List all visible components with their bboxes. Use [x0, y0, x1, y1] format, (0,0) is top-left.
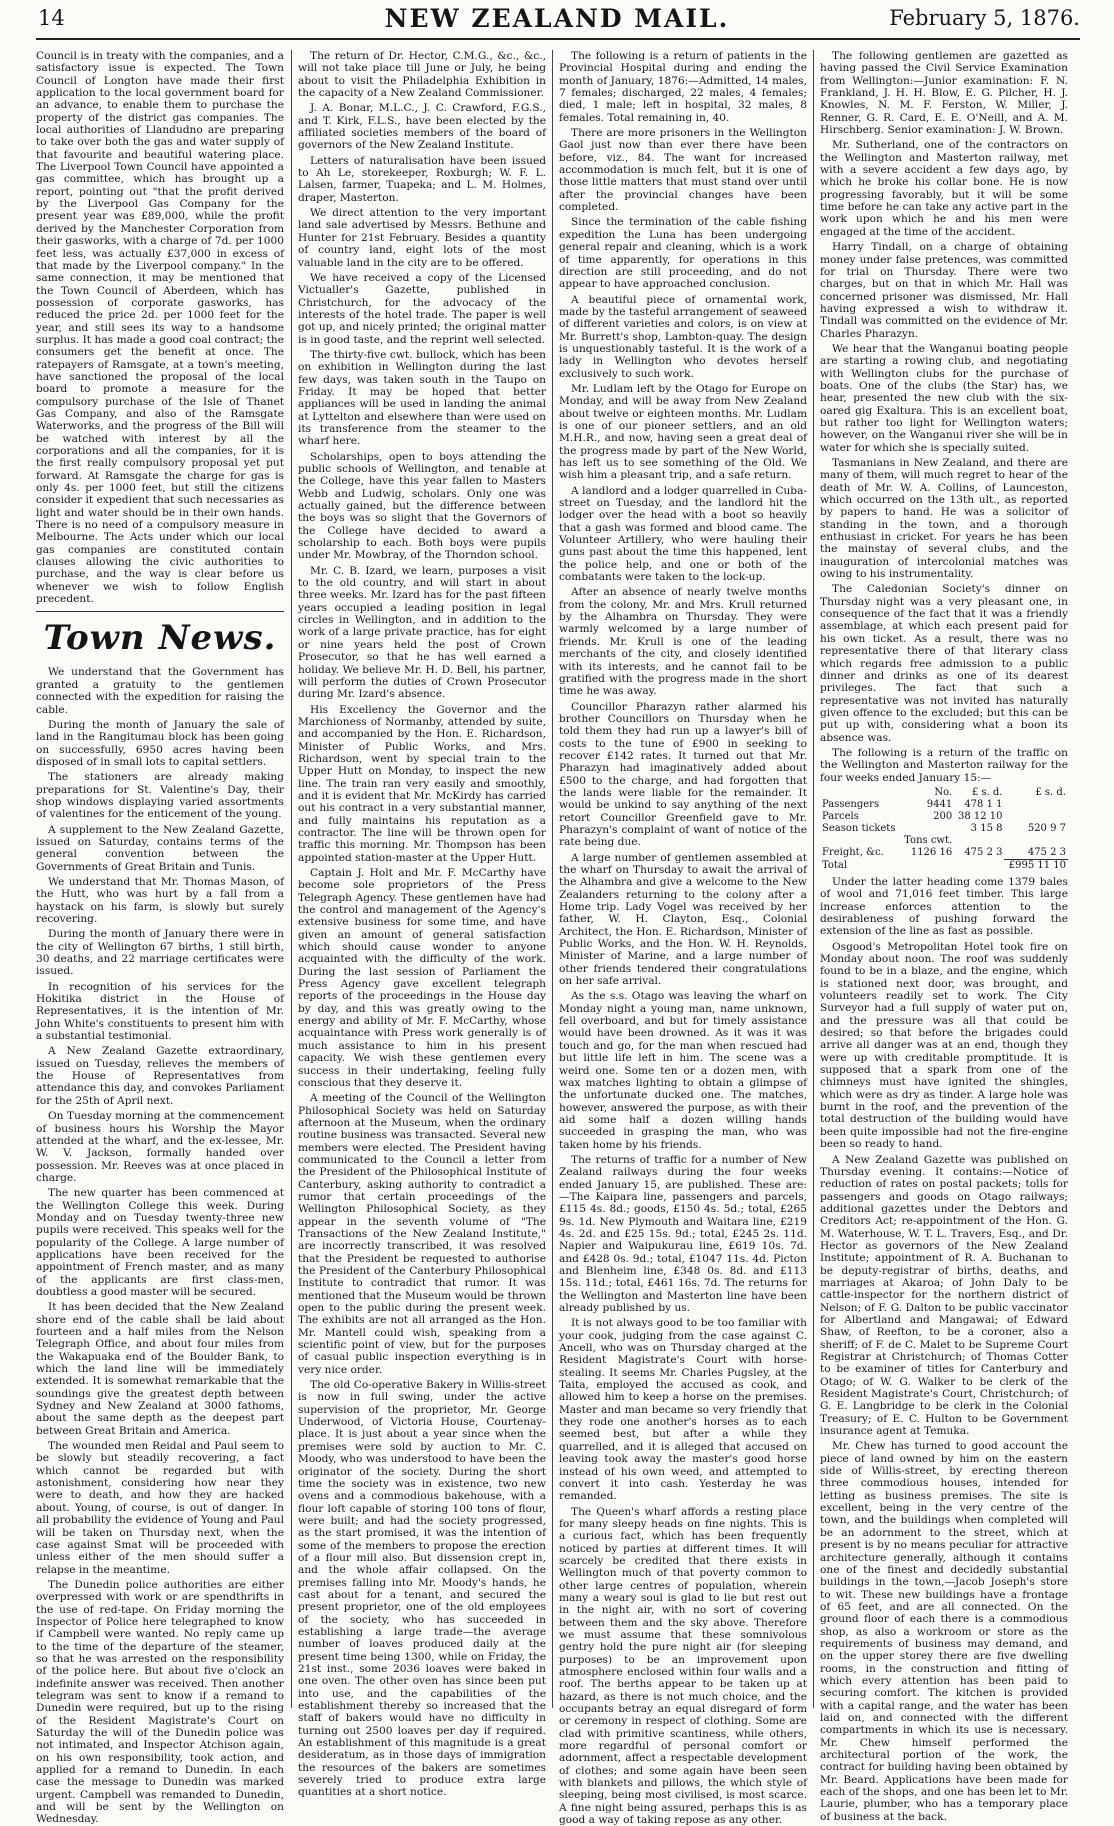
table-cell: Parcels	[822, 810, 859, 822]
table-cell	[1004, 799, 1068, 811]
table-cell	[954, 835, 1004, 847]
table-cell: Season tickets	[822, 822, 896, 834]
table-row	[820, 823, 1068, 835]
article-paragraph: The returns of traffic for a number of New Zealand railways during the four weeks ended January 15, are published. These are:—The Kaipara line, passengers and parcels, £115 4s. 8d.; goods, £150 4s. 5d.; total, £265 9s. 1d. New Plymouth and Waitara line, £219 4s. 2d. and £25 15s. 9d.; total, £245 2s. 11d. Napier and Waipukurau line, £619 10s. 7d. and £428 0s. 9d.; total, £1047 11s. 4d. Picton and Blenheim line, £348 0s. 8d. and £113 15s. 11d.; total, £461 16s. 7d. The returns for the Wellington and Masterton line have been already published by us.	[559, 1153, 807, 1315]
article-paragraph: Mr. Chew has turned to good account the piece of land owned by him on the eastern side of Willis-street, by erecting thereon three commodious houses, intended for letting as business premises. The site is excellent, being in the very centre of the town, and the buildings when completed will be an adornment to the street, which at present is by no means peculiar for attractive architecture generally, although it contains one of the finest and decidedly substantial buildings in the town,—Jacob Joseph's store to wit. These new buildings have a frontage of 65 feet, and are all connected. On the ground floor of each there is a commodious shop, as also a workroom or store as the requirements of business may demand, and on the upper storey there are five dwelling rooms, in the construction and fitting of which every attention has been paid to securing comfort. The kitchen is provided with a capital range, and the water has been laid on, and connected with the different compartments in which its use is necessary. Mr. Chew himself performed the architectural portion of the work, the contract for building having been obtained by Mr. Beard. Applications have been made for each of the shops, and one has been let to Mr. Laurie, plumber, who has a temporary place of business at the back.	[820, 1440, 1068, 1823]
article-paragraph: We have received a copy of the Licensed Victualler's Gazette, published in Christchurch, for the advocacy of the interests of the hotel trade. The paper is well got up, and nicely printed; the original matter is in good taste, and the reprint well selected.	[298, 271, 546, 346]
column-4	[820, 50, 1068, 1823]
article-paragraph: On Tuesday morning at the commencement of business hours his Worship the Mayor attended at the wharf, and the ex-lessee, Mr. W. V. Jackson, formally handed over possession. Mr. Reeves was at once placed in charge.	[36, 1110, 284, 1184]
article-paragraph: A beautiful piece of ornamental work, made by the tasteful arrangement of seaweed of different varieties and colors, is on view at Mr. Burrett's shop, Lambton-quay. The design is unquestionably tasteful. It is the work of a lady in Wellington who devotes herself exclusively to such work.	[559, 293, 807, 380]
article-paragraph: During the month of January the sale of land in the Rangitumau block has been going on successfully, 6950 acres having been disposed of in small lots to capital settlers.	[36, 718, 284, 768]
article-paragraph: His Excellency the Governor and the Marchioness of Normanby, attended by suite, and accompanied by the Hon. E. Richardson, Minister of Public Works, and Mrs. Richardson, went by special train to the Upper Hutt on Monday, to inspect the new line. The train ran very easily and smoothly, and it is evident that Mr. McKirdy has carried out his contract in a very substantial manner, and fully maintains his reputation as a contractor. The line will be thrown open for traffic this morning. Mr. Thompson has been appointed station-master at the Upper Hutt.	[298, 703, 546, 864]
article-paragraph: Mr. C. B. Izard, we learn, purposes a visit to the old country, and will start in about three weeks. Mr. Izard has for the past fifteen years occupied a leading position in legal circles in Wellington, and in addition to the work of a large private practice, has for eight or nine years held the post of Crown Prosecutor, so that he has well earned a holiday. We believe Mr. H. D. Bell, his partner, will perform the duties of Crown Prosecutor during Mr. Izard's absence.	[298, 564, 546, 701]
article-paragraph: The new quarter has been commenced at the Wellington College this week. During Monday and on Tuesday twenty-three new pupils were received. This speaks well for the popularity of the College. A large number of applications have been received for the appointment of French master, and as many of the applicants are first class-men, doubtless a good master will be secured.	[36, 1187, 284, 1298]
article-paragraph: We understand that the Government has granted a gratuity to the gentlemen connected with the expedition for raising the cable.	[36, 666, 284, 716]
article-paragraph: The return of Dr. Hector, C.M.G., &c., &c., will not take place till June or July, he being about to visit the Philadelphia Exhibition in the capacity of a New Zealand Commissioner.	[298, 50, 546, 100]
masthead	[0, 0, 1114, 40]
column-1	[36, 50, 284, 1826]
article-paragraph: Since the termination of the cable fishing expedition the Luna has been undergoing general repair and cleaning, which is a work of time apparently, for operations in this direction are still proceeding, and do not appear to have approached conclusion.	[559, 216, 807, 291]
article-paragraph: Harry Tindall, on a charge of obtaining money under false pretences, was committed for trial on Thursday. There were two charges, but on that in which Mr. Hall was concerned prisoner was dismissed, Mr. Hall having expressed a wish to withdraw it. Tindall was committed on the evidence of Mr. Charles Pharazyn.	[820, 241, 1068, 340]
table-cell: 478 1 1	[964, 798, 1003, 810]
article-paragraph: A New Zealand Gazette was published on Thursday evening. It contains:—Notice of reduction of rates on postal packets; tolls for passengers and goods on Otago railways; additional gazettes under the Debtors and Creditors Act; re-appointment of the Hon. G. M. Waterhouse, W. T. L. Travers, Esq., and Dr. Hector as governors of the New Zealand Institute; appointment of R. A. Buchanan to be deputy-registrar of births, deaths, and marriages at Akaroa; of John Daly to be cattle-inspector for the northern district of Nelson; of F. G. Dalton to be public vaccinator for Albertland and Mangawai; of Edward Shaw, of Reefton, to be a coroner, also a sheriff; of F. de C. Malet to be Supreme Court Registrar at Christchurch; of Thomas Cotter to be examiner of titles for Canterbury and Otago; of W. G. Walker to be clerk of the Resident Magistrate's Court, Christchurch; of G. E. Langbridge to be clerk in the Colonial Treasury; of E. C. Hulton to be Government insurance agent at Temuka.	[820, 1153, 1068, 1438]
article-paragraph: We understand that Mr. Thomas Mason, of the Hutt, who was hurt by a fall from a haystack on his farm, is slowly but surely recovering.	[36, 875, 284, 925]
table-cell: 475 2 3	[964, 847, 1003, 859]
table-row	[820, 847, 1068, 860]
article-paragraph: Letters of naturalisation have been issued to Ah Le, storekeeper, Roxburgh; W. F. L. Lalsen, farmer, Tuapeka; and L. M. Holmes, draper, Masterton.	[298, 154, 546, 204]
article-paragraph: The old Co-operative Bakery in Willis-street is now in full swing, under the active supervision of the proprietor, Mr. George Underwood, of Victoria House, Courtenay-place. It is just about a year since when the premises were sold by auction to Mr. C. Moody, who was understood to have been the originator of the society. During the short time the society was in existence, two new ovens and a commodious bakehouse, with a flour loft capable of storing 100 tons of flour, were built; and had the society progressed, as the start promised, it was the intention of some of the members to propose the erection of a flour mill also. But dissension crept in, and the whole affair collapsed. On the premises falling into Mr. Moody's hands, he cast about for a tenant, and secured the present proprietor, one of the old employees of the society, who has succeeded in establishing a large trade—the average number of loaves produced daily at the present time being 1300, while on Friday, the 21st inst., some 2036 loaves were baked in one oven. The other oven has since been put into use, and the capabilities of the establishment thereby so increased that the staff of bakers would have no difficulty in turning out 2500 loaves per day if required. An establishment of this magnitude is a great desideratum, as in those days of immigration the resources of the bakers are sometimes severely tried to produce extra large quantities at a short notice.	[298, 1379, 546, 1799]
table-total-value: £995 11 10	[1004, 859, 1068, 872]
article-paragraph: Scholarships, open to boys attending the public schools of Wellington, and tenable at the College, have this year fallen to Masters Webb and Ludwig, scholars. Only one was actually gained, but the difference between the boys was so slight that the Governors of the College have decided to award a scholarship to each. Both boys were pupils under Mr. Mowbray, of the Thorndon school.	[298, 450, 546, 562]
table-header-cell: £ s. d.	[971, 786, 1003, 798]
article-paragraph: Councillor Pharazyn rather alarmed his brother Councillors on Thursday when he told them they had run up a lawyer's bill of costs to the tune of £900 in seeking to recover £142 rates. It turned out that Mr. Pharazyn had imaginatively added about £500 to the charge, and had forgotten that the lands were liable for the remainder. It would be unkind to say anything of the next retort Councillor Greenfield gave to Mr. Pharazyn's complaint of want of notice of the rate being due.	[559, 700, 807, 849]
article-paragraph: J. A. Bonar, M.L.C., J. C. Crawford, F.G.S., and T. Kirk, F.L.S., have been elected by the affiliated societies members of the board of governors of the New Zealand Institute.	[298, 102, 546, 152]
table-cell: 38 12 10	[957, 810, 1003, 822]
table-row	[820, 799, 1068, 811]
table-cell: Tons cwt.	[904, 834, 953, 846]
article-paragraph: The following is a return of patients in the Provincial Hospital during and ending the month of January, 1876:—Admitted, 14 males, 7 females; discharged, 22 males, 4 females; died, 1 male; left in hospital, 32 males, 8 females. Total remaining in, 40.	[559, 50, 807, 124]
table-header-cell: £ s. d.	[1035, 786, 1066, 798]
column-2	[298, 50, 546, 1799]
masthead-rule	[36, 38, 1080, 40]
table-cell: 475 2 3	[1027, 846, 1066, 858]
article-paragraph: Mr. Ludlam left by the Otago for Europe on Monday, and will be away from New Zealand about twelve or eighteen months. Mr. Ludlam is one of our pioneer settlers, and an old M.H.R., and now, having seen a great deal of the progress made by part of the New World, has left us to see something of the Old. We wish him a pleasant trip, and a safe return.	[559, 382, 807, 482]
article-paragraph: The following is a return of the traffic on the Wellington and Masterton railway for the four weeks ended January 15:—	[820, 746, 1068, 784]
table-cell: 200	[933, 810, 953, 822]
article-paragraph: Captain J. Holt and Mr. F. McCarthy have become sole proprietors of the Press Telegraph Agency. These gentlemen have had the control and management of the Agency's extensive business for some time, and have given an amount of general satisfaction which should cause wonder to anyone acquainted with the difficulty of the work. During the last session of Parliament the Press Agency gave excellent telegraph reports of the proceedings in the House day by day, and this was greatly owing to the energy and ability of Mr. F. McCarthy, whose acquaintance with Press work generally is of much assistance to him in his present capacity. We wish these gentlemen every success in their undertaking, feeling fully conscious that they deserve it.	[298, 867, 546, 1089]
article-paragraph: The wounded men Reidal and Paul seem to be slowly but steadily recovering, a fact which cannot be regarded but with astonishment, considering how near they were to death, and how they are hacked about. Young, of course, is out of danger. In all probability the evidence of Young and Paul will be taken on Thursday next, when the case against Smat will be proceeded with unless either of the men should suffer a relapse in the meantime.	[36, 1440, 284, 1576]
article-paragraph: Under the latter heading come 1379 bales of wool and 71,016 feet timber. This large increase enforces attention to the desirableness of pushing forward the extension of the line as fast as possible.	[820, 875, 1068, 938]
article-paragraph: We direct attention to the very important land sale advertised by Messrs. Bethune and Hunter for 21st February. Besides a quantity of country land, eight lots of the most valuable land in the city are to be offered.	[298, 207, 546, 269]
table-row	[820, 835, 1068, 847]
column-divider	[552, 50, 553, 1708]
article-paragraph: Osgood's Metropolitan Hotel took fire on Monday about noon. The roof was suddenly found to be in a blaze, and the engine, which is stationed next door, was brought, and volunteers readily set to work. The City Surveyor had a full supply of water put on, and the pressure was all that could be desired; so that before the brigades could arrive all danger was at an end, though they were up with creditable promptitude. It is supposed that a spark from one of the chimneys must have ignited the shingles, which were as dry as tinder. A large hole was burnt in the roof, and the prevention of the total destruction of the building would have been quite impossible had not the fire-engine been so ready to hand.	[820, 940, 1068, 1151]
article-paragraph: A supplement to the New Zealand Gazette, issued on Saturday, contains terms of the general convention between the Governments of Great Britain and Tunis.	[36, 823, 284, 873]
table-cell	[1004, 835, 1068, 847]
article-paragraph: After an absence of nearly twelve months from the colony, Mr. and Mrs. Krull returned by the Alhambra on Thursday. They were warmly welcomed by a large number of friends. Mr. Krull is one of the leading merchants of the city, and closely identified with its interests, and he cannot fail to be gratified with the progress made in the short time he was away.	[559, 586, 807, 698]
article-paragraph: We hear that the Wanganui boating people are starting a rowing club, and negotiating with Wellington clubs for the purchase of boats. One of the clubs (the Star) has, we hear, presented the new club with the six-oared gig Exaltura. This is an excellent boat, but rather too light for Wellington waters; however, on the Wanganui river she will be in water for which she is specially suited.	[820, 342, 1068, 454]
table-header-cell: No.	[934, 786, 953, 798]
table-total-row	[820, 859, 1068, 872]
article-paragraph: The stationers are already making preparations for St. Valentine's Day, their shop windows displaying varied assortments of valentines for the enticement of the young.	[36, 771, 284, 821]
table-header-row	[820, 787, 1068, 799]
table-header-cell	[820, 787, 900, 799]
article-paragraph: The Dunedin police authorities are either overpressed with work or are spendthrifts in the use of red-tape. On Friday morning the Inspector of Police here telegraphed to know if Campbell were wanted. No reply came up to the time of the departure of the steamer, so that he was arrested on the responsibility of the police here. But about five o'clock an indefinite answer was received. Then another telegram was sent to know if a remand to Dunedin were required, but up to the rising of the Resident Magistrate's Court on Saturday the will of the Dunedin police was not intimated, and Inspector Atchison again, on his own responsibility, took action, and applied for a remand to Dunedin. In each case the message to Dunedin was marked urgent. Campbell was remanded to Dunedin, and will be sent by the Wellington on Wednesday.	[36, 1578, 284, 1826]
article-paragraph: The following gentlemen are gazetted as having passed the Civil Service Examination from Wellington:—Junior examination: F. N. Frankland, J. H. H. Blow, E. G. Pilcher, H. J. Knowles, N. M. F. Ferston, W. Miller, J. Renner, G. R. Card, E. E. O'Neill, and A. M. Hirschberg. Senior examination: J. W. Brown.	[820, 50, 1068, 137]
table-cell: Freight, &c.	[822, 847, 884, 859]
table-cell	[1004, 811, 1068, 823]
article-paragraph: The Caledonian Society's dinner on Thursday night was a very pleasant one, in consequence of the fact that it was a friendly assemblage, at which each present paid for his own ticket. As a result, there was no representative there of that literary class which regards free admission to a public dinner and drinks as one of its dearest privileges. The fact that such a representative was not invited has naturally given offence to the excluded; but this can be put up with, considering what a boon its absence was.	[820, 583, 1068, 744]
column-3	[559, 50, 807, 1826]
table-cell	[900, 823, 954, 835]
table-cell	[820, 835, 900, 847]
section-rule	[36, 611, 284, 612]
article-paragraph: Tasmanians in New Zealand, and there are many of them, will much regret to hear of the death of Mr. W. A. Collins, of Launceston, which occurred on the 13th ult., as reported by papers to hand. He was a solicitor of standing in the town, and a thorough enthusiast in cricket. For years he has been the mainstay of several clubs, and the inauguration of intercolonial matches was owing to his instrumentality.	[820, 457, 1068, 581]
column-divider	[291, 50, 292, 1708]
article-paragraph: It is not always good to be too familiar with your cook, judging from the case against C. Ancell, who was on Thursday charged at the Resident Magistrate's Court with horse-stealing. It seems Mr. Charles Pugsley, at the Taita, employed the accused as cook, and allowed him to keep a horse on the premises. Master and man became so very friendly that they rode one another's horses as to each seemed best, but after a while they quarrelled, and it is alleged that accused on leaving took away the master's good horse instead of his own weed, and attempted to convert it into cash. Yesterday he was remanded.	[559, 1317, 807, 1503]
article-paragraph: In recognition of his services for the Hokitika district in the House of Representatives, it is the intention of Mr. John White's constituents to present him with a substantial testimonial.	[36, 980, 284, 1043]
article-paragraph: A landlord and a lodger quarrelled in Cuba-street on Tuesday, and the landlord hit the lodger over the head with a boot so heavily that a gash was formed and blood came. The Volunteer Artillery, who were hauling their guns past about the time this happened, lent the police help, and one or both of the combatants were taken to the lock-up.	[559, 484, 807, 584]
page-number: 14	[38, 6, 65, 30]
article-paragraph: A meeting of the Council of the Wellington Philosophical Society was held on Saturday afternoon at the Museum, when the ordinary routine business was transacted. Several new members were elected. The President having communicated to the Council a letter from the President of the Philosophical Institute of Canterbury, asking authority to contradict a rumor that certain proceedings of the Wellington Philosophical Society, as they appear in the seventh volume of "The Transactions of the New Zealand Institute," are incorrectly transcribed, it was resolved that the President be requested to authorise the President of the Canterbury Philosophical Institute to contradict that rumor. It was mentioned that the Museum would be thrown open to the public during the present week. The exhibits are not all arranged as the Hon. Mr. Mantell could wish, speaking from a scientific point of view, but for the purposes of casual public inspection everything is in very nice order.	[298, 1092, 546, 1376]
newspaper-title: NEW ZEALAND MAIL.	[384, 4, 730, 33]
article-paragraph: Council is in treaty with the companies, and a satisfactory issue is expected. The Town Council of Longton have made their first application to the local government board for an advance, to enable them to purchase the property of the district gas companies. The local authorities of Llandudno are preparing to take over both the gas and water supply of that favourite and beautiful watering place. The Liverpool Town Council have appointed a gas committee, which has brought up a report, pointing out "that the profit derived by the Liverpool Gas Company for the present year was £89,000, while the profit derived by the Manchester Corporation from their gasworks, with a charge of 7d. per 1000 feet less, was actually £37,000 in excess of that made by the Liverpool company." In the same connection, it may be mentioned that the Town Council of Aberdeen, which has possession of corporate gasworks, has reduced the price 2d. per 1000 feet for the year, and still sees its way to a handsome surplus. It has made a good coal contract; the consumers get the benefit at once. The ratepayers of Ramsgate, at a town's meeting, have sanctioned the proposal of the local board to promote a measure for the compulsory purchase of the Isle of Thanet Gas Company, and also of the Ramsgate Waterworks, and the progress of the Bill will be watched with interest by all the corporations and all the companies, for it is the first really compulsory proposal yet put forward. At Ramsgate the charge for gas is only 4s. per 1000 feet, but still the citizens consider it expedient that such necessaries as light and water should be in their own hands. There is no need of a compulsory measure in Melbourne. The Acts under which our local gas companies are constituted contain clauses allowing the civic authorities to purchase, and the way is clear before us whenever we wish to follow English precedent.	[36, 50, 284, 606]
table-total-label: Total	[822, 859, 848, 871]
article-paragraph: The thirty-five cwt. bullock, which has been on exhibition in Wellington during the last few days, was taken south in the Taupo on Friday. It may be hoped that better appliances will be used in landing the animal at Lyttelton and elsewhere than were used on its transference from the steamer to the wharf here.	[298, 348, 546, 448]
table-row	[820, 811, 1068, 823]
table-cell: Passengers	[822, 798, 880, 810]
column-divider	[813, 50, 814, 1708]
table-cell: 9441	[926, 798, 953, 810]
article-paragraph: Mr. Sutherland, one of the contractors on the Wellington and Masterton railway, met with a severe accident a few days ago, by which he broke his collar bone. He is now progressing favorably, but it will be some time before he can take any active part in the work upon which he and his men were engaged at the time of the accident.	[820, 139, 1068, 238]
article-paragraph: There are more prisoners in the Wellington Gaol just now than ever there have been before, viz., 84. The want for increased accommodation is much felt, but it is one of those little matters that must stand over until after the provincial changes have been completed.	[559, 127, 807, 214]
issue-date: February 5, 1876.	[889, 6, 1080, 30]
article-paragraph: The Queen's wharf affords a resting place for many sleepy heads on fine nights. This is a curious fact, which has been frequently noticed by parties at different times. It will scarcely be credited that there exists in Wellington much of that poverty common to other large centres of population, wherein many a weary soul is glad to lie but rest out in the night air, with no sort of covering between them and the sky above. Therefore we must assume that these somnivolous gentry hold the pure night air (for sleeping purposes) to be an improvement upon atmosphere enclosed within four walls and a roof. The berths appear to be taken up at hazard, as there is not much choice, and the occupants betray an equal disregard of form or ceremony in respect of clothing. Some are clad with primitive scantiness, while others, more regardful of personal comfort or adornment, affect a respectable development of clothes; and some again have been seen with blankets and pillows, the which style of sleeping, being most civilised, is most scarce. A fine night being assured, perhaps this is as good a way of taking repose as any other.	[559, 1505, 807, 1826]
section-heading-town-news: Town News.	[43, 618, 277, 659]
article-paragraph: A New Zealand Gazette extraordinary, issued on Tuesday, relieves the members of the House of Representatives from attendance this day, and convokes Parliament for the 25th of April next.	[36, 1045, 284, 1107]
article-paragraph: A large number of gentlemen assembled at the wharf on Thursday to await the arrival of the Alhambra and give a welcome to the New Zealanders returning to the colony after a Home trip. Lady Vogel was received by her father, W. H. Clayton, Esq., Colonial Architect, the Hon. E. Richardson, Minister of Public Works, and the Hon. W. H. Reynolds, Minister of Marine, and a large number of other friends tendered their congratulations on her safe arrival.	[559, 851, 807, 988]
railway-traffic-table	[820, 787, 1068, 872]
table-cell: 3 15 8	[970, 822, 1003, 834]
article-paragraph: During the month of January there were in the city of Wellington 67 births, 1 still birth, 30 deaths, and 22 marriage certificates were issued.	[36, 928, 284, 978]
table-cell: 520 9 7	[1027, 822, 1066, 834]
article-paragraph: As the s.s. Otago was leaving the wharf on Monday night a young man, name unknown, fell overboard, and but for timely assistance would have been drowned. As it was it was touch and go, for the man when rescued had but little life left in him. The scene was a weird one. Some ten or a dozen men, with wax matches lighting to obtain a glimpse of the unfortunate ducked one. The matches, however, answered the purpose, as with their aid some half a dozen willing hands succeeded in grasping the man, who was taken home by his friends.	[559, 990, 807, 1151]
table-cell: 1126 16	[910, 847, 953, 859]
article-paragraph: It has been decided that the New Zealand shore end of the cable shall be laid about fourteen and a half miles from the Nelson Telegraph Office, and about four miles from the Wakapuaka end of the Boulder Bank, to which the land line will be immediately extended. It is somewhat remarkable that the soundings give the greatest depth between Sydney and New Zealand at 3000 fathoms, about the same depth as the deepest part between Great Britain and America.	[36, 1301, 284, 1437]
